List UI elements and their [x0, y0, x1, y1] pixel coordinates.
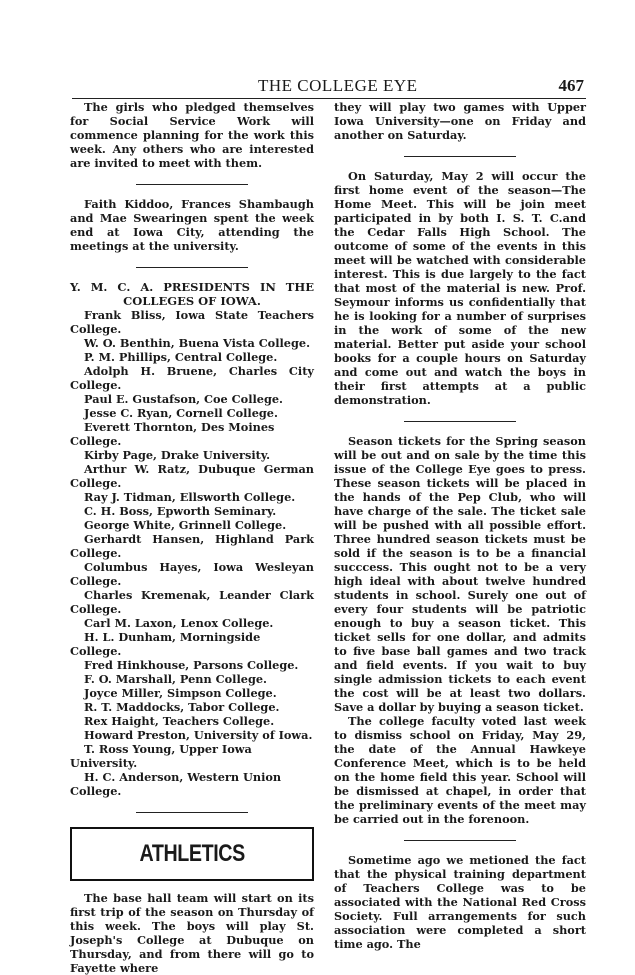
list-item: Ray J. Tidman, Ellsworth College.: [84, 490, 296, 504]
article-faculty-vote: The college faculty voted last week to dismiss school on Friday, May 29, the date of the Annual Hawkeye Conference Meet, which is to be held on the home field this year. School will be dismissed at chapel, in order that the preliminary events of the meet may be carried out in the forenoon.: [334, 714, 586, 826]
list-item: Adolph H. Bruene, Charles City College.: [70, 364, 314, 392]
list-item: Joyce Miller, Simpson College.: [84, 686, 277, 700]
list-item: H. L. Dunham, Morningside College.: [70, 630, 261, 658]
list-item: Fred Hinkhouse, Parsons College.: [84, 658, 299, 672]
article-home-meet: On Saturday, May 2 will occur the first home event of the season—The Home Meet. This will be join meet participated in by both I. S. T. C.and the Cedar Falls High School. The outcome of some of the events in this meet will be watched with considerable interest. This is due largely to the fact that most of the material is new. Prof. Seymour informs us confidentially that he is looking for a number of surprises in the work of some of the new material. Better put aside your school books for a couple hours on Saturday and come out and watch the boys in their first attempts at a public demonstration.: [334, 169, 586, 407]
list-item: Kirby Page, Drake University.: [84, 448, 271, 462]
ymca-heading-line1: Y. M. C. A. PRESIDENTS IN THE: [70, 280, 314, 294]
article-baseball: The base hall team will start on its first trip of the season on Thursday of this week. The boys will play St. Joseph's College at Dubuque on Thursday, and from there will go to Fayette where: [70, 891, 314, 975]
page-number: 467: [558, 76, 584, 95]
list-item: George White, Grinnell College.: [84, 518, 287, 532]
divider: [404, 156, 516, 157]
list-item: Jesse C. Ryan, Cornell College.: [84, 406, 278, 420]
divider: [136, 812, 248, 813]
list-item: W. O. Benthin, Buena Vista College.: [84, 336, 311, 350]
list-item: H. C. Anderson, Western Union College.: [70, 770, 282, 798]
list-item: Frank Bliss, Iowa State Teachers College.: [70, 308, 314, 336]
right-column: [334, 100, 586, 951]
newspaper-title: THE COLLEGE EYE: [258, 76, 418, 95]
article-red-cross: Sometime ago we metioned the fact that the physical training department of Teachers College was to be associated with the National Red Cross Society. Full arrangements for such association were completed a short time ago. The: [334, 853, 586, 951]
athletics-section-banner: [70, 827, 314, 881]
list-item: Rex Haight, Teachers College.: [84, 714, 275, 728]
list-item: Carl M. Laxon, Lenox College.: [84, 616, 274, 630]
list-item: Charles Kremenak, Leander Clark College.: [70, 588, 314, 616]
list-item: Howard Preston, University of Iowa.: [84, 728, 313, 742]
ymca-heading: [70, 280, 314, 308]
article-social-service: The girls who pledged themselves for Social Service Work will commence planning for the work this week. Any others who are interested are invited to meet with them.: [70, 100, 314, 170]
list-item: Paul E. Gustafson, Coe College.: [84, 392, 283, 406]
article-season-tickets: Season tickets for the Spring season will be out and on sale by the time this issue of the College Eye goes to press. These season tickets will be placed in the hands of the Pep Club, who will have charge of the sale. The ticket sale will be pushed with all possible effort. Three hundred season tickets must be sold if the season is to be a financial succcess. This ought not to be a very high ideal with about twelve hundred students in school. Surely one out of every four students will be patriotic enough to buy a season ticket. This ticket sells for one dollar, and admits to five base ball games and two track and field events. If you wait to buy single admission tickets to each event the cost will be at least two dollars. Save a dollar by buying a season ticket.: [334, 434, 586, 714]
ymca-heading-line2: COLLEGES OF IOWA.: [123, 294, 261, 308]
left-column: [70, 100, 314, 975]
list-item: P. M. Phillips, Central College.: [84, 350, 278, 364]
list-item: F. O. Marshall, Penn College.: [84, 672, 267, 686]
presidents-list: [70, 308, 314, 798]
list-item: C. H. Boss, Epworth Seminary.: [84, 504, 277, 518]
list-item: Gerhardt Hansen, Highland Park College.: [70, 532, 314, 560]
article-iowa-city: Faith Kiddoo, Frances Shambaugh and Mae Swearingen spent the week end at Iowa City, attending the meetings at the university.: [70, 197, 314, 253]
list-item: R. T. Maddocks, Tabor College.: [84, 700, 280, 714]
divider: [136, 267, 248, 268]
athletics-title: ATHLETICS: [139, 840, 245, 867]
divider: [404, 421, 516, 422]
list-item: T. Ross Young, Upper Iowa University.: [70, 742, 252, 770]
list-item: Arthur W. Ratz, Dubuque German College.: [70, 462, 314, 490]
page-header: [72, 76, 586, 99]
list-item: Columbus Hayes, Iowa Wesleyan College.: [70, 560, 314, 588]
list-item: Everett Thornton, Des Moines College.: [70, 420, 275, 448]
divider: [404, 840, 516, 841]
article-baseball-continued: they will play two games with Upper Iowa University—one on Friday and another on Saturday.: [334, 100, 586, 142]
divider: [136, 184, 248, 185]
